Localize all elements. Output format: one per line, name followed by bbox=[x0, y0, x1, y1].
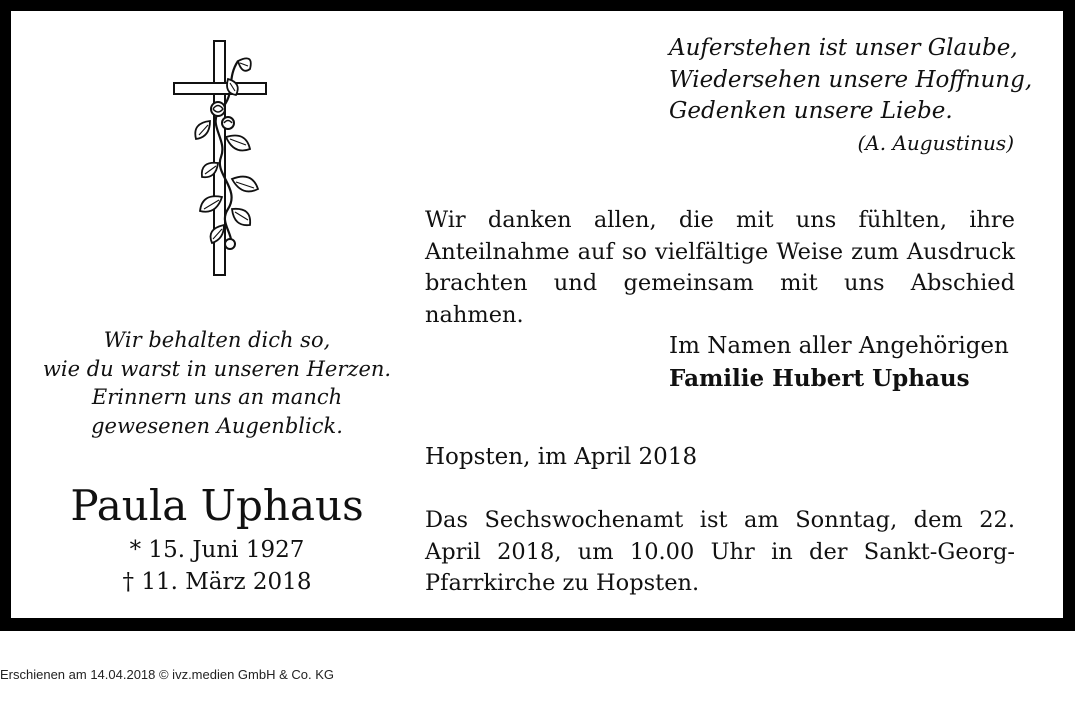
quote-line: Auferstehen ist unser Glaube, bbox=[669, 35, 1018, 61]
quote bbox=[669, 33, 1033, 128]
birth-date: * 15. Juni 1927 bbox=[129, 537, 305, 563]
quote-line: Wiedersehen unsere Hoffnung, bbox=[669, 66, 1033, 93]
poem-line: gewesenen Augenblick. bbox=[91, 413, 343, 438]
quote-line: Gedenken unsere Liebe. bbox=[669, 98, 953, 124]
mass-announcement: Das Sechswochenamt ist am Sonntag, dem 22. April 2018, um 10.00 Uhr in der Sankt-Georg-Pfarrkirche zu Hopsten. bbox=[425, 507, 1015, 596]
signature-family: Familie Hubert Uphaus bbox=[669, 365, 970, 392]
signature-line: Im Namen aller Angehörigen bbox=[669, 333, 1009, 359]
obituary-notice bbox=[11, 11, 1063, 618]
publication-footer: Erschienen am 14.04.2018 © ivz.medien GmbH & Co. KG bbox=[0, 667, 335, 682]
thanks-text: Wir danken allen, die mit uns fühlten, ihre Anteilnahme auf so vielfältige Weise zum Ausdruck brachten und gemeinsam mit uns Abschied nahmen. bbox=[425, 207, 1015, 328]
poem-line: Wir behalten dich so, bbox=[103, 328, 331, 352]
poem-line: wie du warst in unseren Herzen. bbox=[42, 356, 392, 381]
quote-author: (A. Augustinus) bbox=[857, 131, 1014, 155]
deceased-name: Paula Uphaus bbox=[70, 481, 364, 530]
death-date: † 11. März 2018 bbox=[122, 569, 312, 595]
poem-line: Erinnern uns an manch bbox=[91, 385, 343, 409]
cross-with-rose-icon bbox=[166, 39, 276, 279]
poem bbox=[41, 326, 393, 440]
place-date: Hopsten, im April 2018 bbox=[425, 444, 698, 470]
